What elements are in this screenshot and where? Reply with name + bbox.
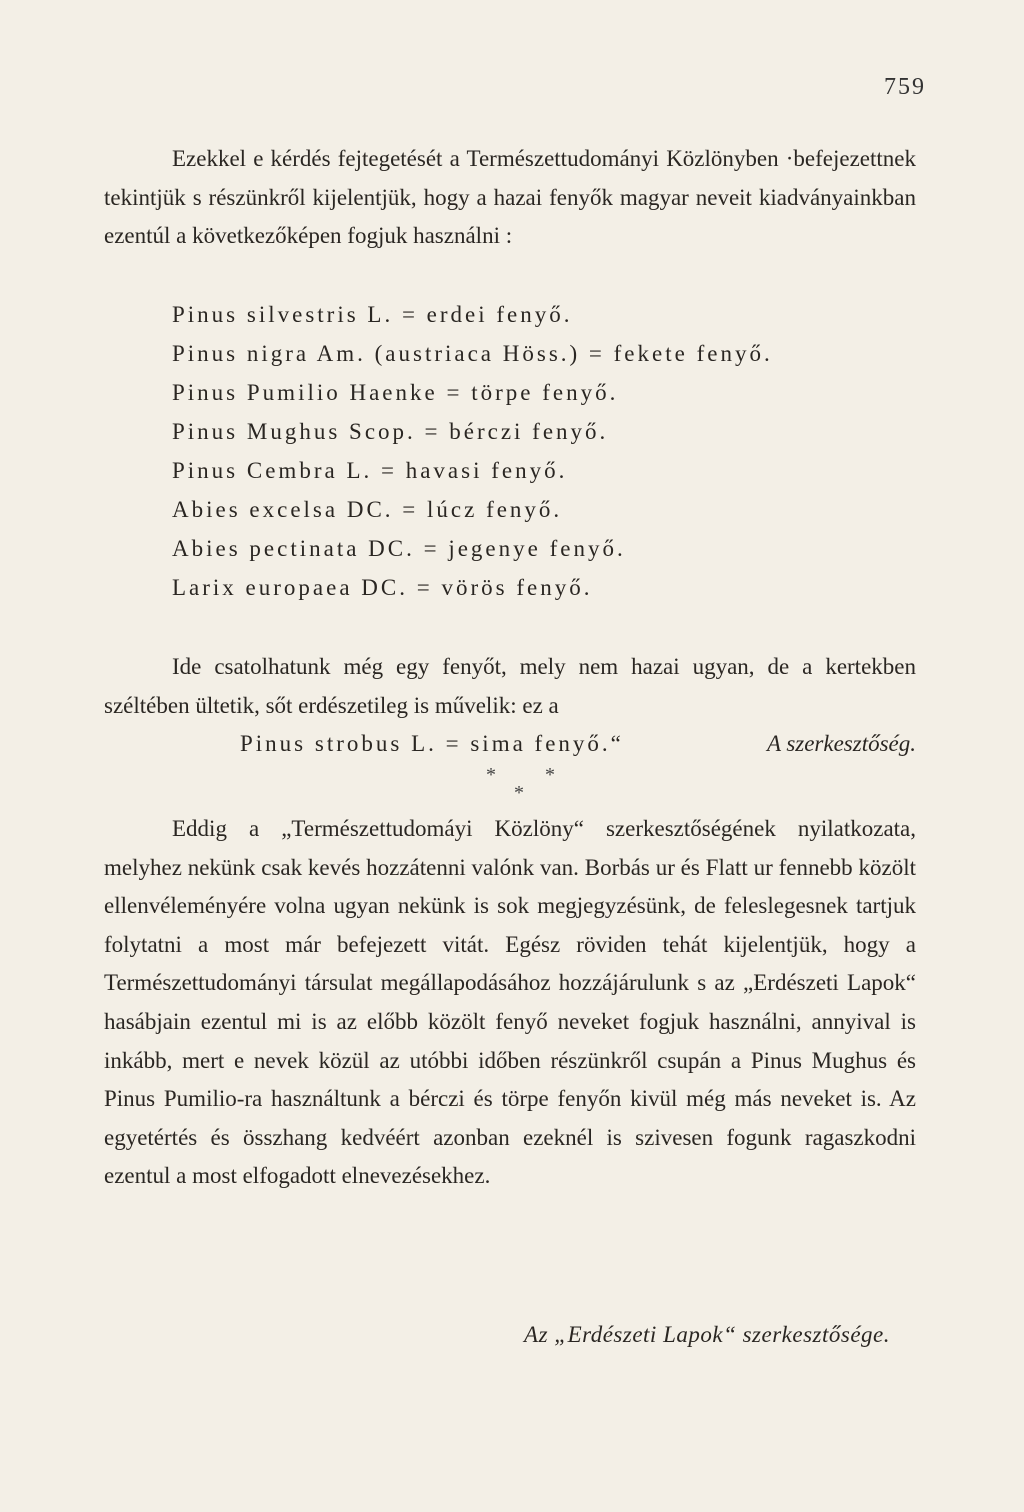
species-item: Abies excelsa DC. = lúcz fenyő. <box>172 497 563 522</box>
species-item: Pinus silvestris L. = erdei fenyő. <box>172 302 573 327</box>
asterisk-mark: * <box>514 782 524 804</box>
addendum-text: Ide csatolhatunk még egy fenyőt, mely nem hazai ugyan, de a kertekben széltében ültetik, sőt erdészetileg is művelik: ez a <box>104 654 916 718</box>
asterism-separator <box>0 764 1024 804</box>
species-item: Pinus Pumilio Haenke = törpe fenyő. <box>172 380 619 405</box>
response-paragraph: Eddig a „Természettudomáyi Közlöny“ szerkesztőségének nyilatkozata, melyhez nekünk csak kevés hozzátenni valónk van. Borbás ur és Flatt ur fennebb közölt ellenvéleményére volna ugyan nekünk is sok megjegyzésünk, de feleslegesnek tartjuk folytatni a most már befejezett vitát. Egész röviden tehát kijelentjük, hogy a Természettudományi társulat megállapodásához hozzájárulunk s az „Erdészeti Lapok“ hasábjain ezentul mi is az előbb közölt fenyő neveket fogjuk használni, annyival is inkább, mert e nevek közül az utóbbi időben részünkről csupán a Pinus Mughus és Pinus Pumilio-ra használtunk a bérczi és törpe fenyőn kivül még más neveket is. Az egyetértés és összhang kedvéért azonban ezeknél is szivesen fogunk ragaszkodni ezentul a most elfogadott elnevezésekhez. <box>104 816 916 1189</box>
addendum-paragraph <box>104 648 916 764</box>
species-list <box>104 295 916 607</box>
strobus-line: Pinus strobus L. = sima fenyő.“ <box>240 731 624 757</box>
asterisk-mark: * <box>545 764 555 786</box>
asterisk-mark: * <box>486 764 496 786</box>
editorial-signature: A szerkesztőség. <box>766 731 916 757</box>
species-item: Larix europaea DC. = vörös fenyő. <box>172 575 593 600</box>
species-item: Pinus nigra Am. (austriaca Höss.) = fekete fenyő. <box>172 341 773 366</box>
species-item: Pinus Cembra L. = havasi fenyő. <box>172 458 568 483</box>
journal-signature: Az „Erdészeti Lapok“ szerkesztősége. <box>524 1322 890 1347</box>
species-item: Abies pectinata DC. = jegenye fenyő. <box>172 536 626 561</box>
intro-paragraph: Ezekkel e kérdés fejtegetését a Természettudományi Közlönyben ·befejezettnek tekintjük s részünkről kijelentjük, hogy a hazai fenyők magyar neveit kiadványainkban ezentúl a következőképen fogjuk használni : <box>104 146 916 249</box>
species-item: Pinus Mughus Scop. = bérczi fenyő. <box>172 419 609 444</box>
page-number: 759 <box>884 74 926 100</box>
